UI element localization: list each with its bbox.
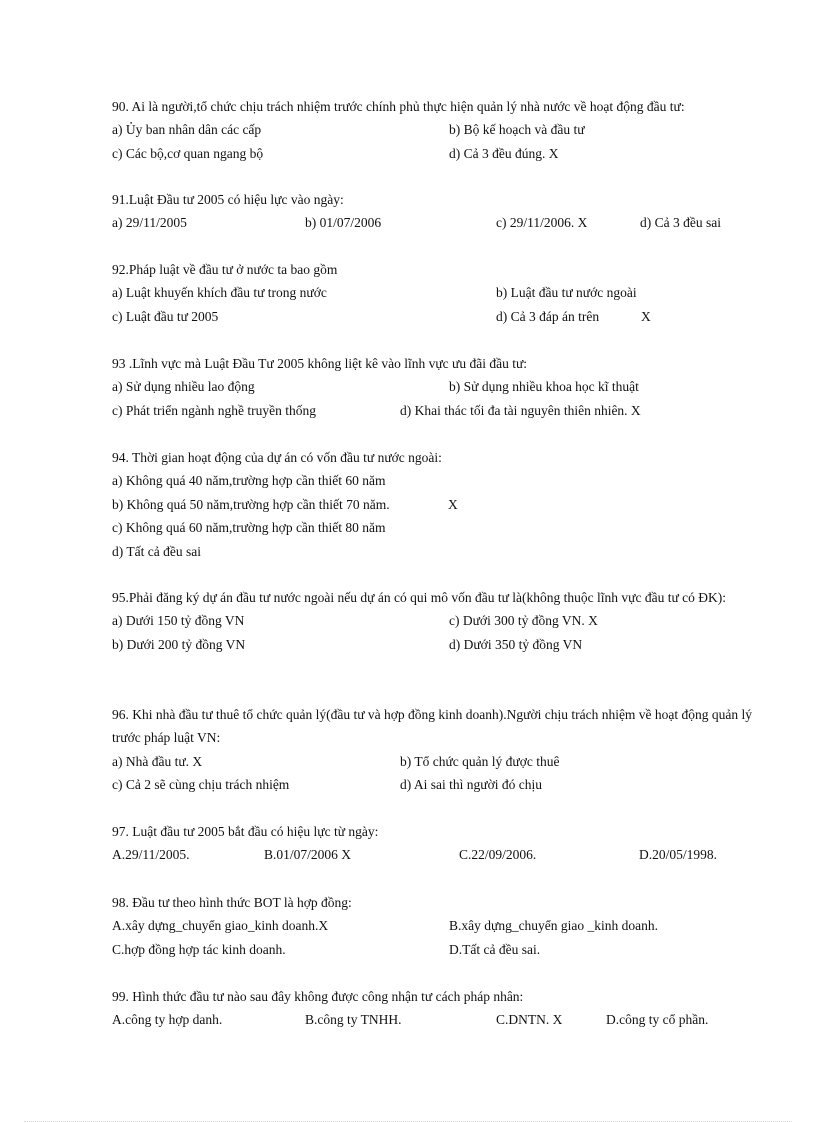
question-91 [112, 188, 782, 235]
question-stem: 96. Khi nhà đầu tư thuê tổ chức quản lý(đầu tư và hợp đồng kinh doanh).Người chịu trách nhiệm về hoạt động quản lý trước pháp luật VN: [112, 707, 753, 746]
option-d: d) Cả 3 đáp án trên [496, 308, 600, 324]
option-c: c) Cả 2 sẽ cùng chịu trách nhiệm [112, 777, 290, 793]
question-stem: 93 .Lĩnh vực mà Luật Đầu Tư 2005 không liệt kê vào lĩnh vực ưu đãi đầu tư: [112, 356, 528, 371]
question-94 [112, 446, 782, 563]
answer-mark: X [448, 496, 458, 512]
question-stem: 98. Đầu tư theo hình thức BOT là hợp đồng: [112, 895, 352, 910]
question-97 [112, 820, 782, 867]
question-93 [112, 352, 782, 422]
option-c: c) 29/11/2006. X [496, 215, 588, 231]
question-stem: 91.Luật Đầu tư 2005 có hiệu lực vào ngày: [112, 192, 344, 207]
option-a: a) Không quá 40 năm,trường hợp cần thiết 60 năm [112, 473, 386, 489]
option-a: a) Ủy ban nhân dân các cấp [112, 122, 262, 138]
option-a: A.công ty hợp danh. [112, 1012, 223, 1028]
question-stem: 95.Phải đăng ký dự án đầu tư nước ngoài nếu dự án có qui mô vốn đầu tư là(không thuộc lĩnh vực đầu tư có ĐK): [112, 590, 726, 605]
page-bottom-divider [24, 1121, 792, 1122]
option-d: d) Cả 3 đều sai [640, 215, 721, 231]
question-stem: 97. Luật đầu tư 2005 bắt đầu có hiệu lực từ ngày: [112, 824, 379, 839]
option-d: d) Dưới 350 tỷ đồng VN [449, 636, 583, 652]
option-c: c) Các bộ,cơ quan ngang bộ [112, 145, 264, 161]
option-a: A.xây dựng_chuyển giao_kinh doanh.X [112, 918, 329, 934]
question-stem: 90. Ai là người,tổ chức chịu trách nhiệm trước chính phủ thực hiện quản lý nhà nước về hoạt động đầu tư: [112, 99, 685, 114]
option-d: d) Cả 3 đều đúng. X [449, 145, 559, 161]
option-b: B.công ty TNHH. [305, 1012, 402, 1028]
option-c: c) Luật đầu tư 2005 [112, 308, 219, 324]
option-a: a) Nhà đầu tư. X [112, 753, 203, 769]
option-b: b) Luật đầu tư nước ngoài [496, 285, 637, 301]
question-stem: 99. Hình thức đầu tư nào sau đây không được công nhận tư cách pháp nhân: [112, 989, 524, 1004]
option-c: C.22/09/2006. [459, 847, 537, 863]
answer-mark: X [641, 308, 651, 324]
option-a: A.29/11/2005. [112, 847, 190, 863]
option-d: D.Tất cả đều sai. [449, 941, 541, 957]
question-stem: 92.Pháp luật về đầu tư ở nước ta bao gồm [112, 262, 338, 277]
question-90 [112, 95, 782, 165]
option-a: a) Sử dụng nhiều lao động [112, 379, 255, 395]
option-b: b) Sử dụng nhiều khoa học kĩ thuật [449, 379, 639, 395]
option-b: b) Bộ kế hoạch và đầu tư [449, 122, 585, 138]
question-95 [112, 586, 782, 656]
option-d: d) Khai thác tối đa tài nguyên thiên nhiên. X [400, 402, 641, 418]
option-b: b) 01/07/2006 [305, 215, 382, 231]
question-96 [112, 703, 782, 797]
option-d: D.20/05/1998. [639, 847, 718, 863]
question-99 [112, 985, 782, 1032]
option-a: a) Dưới 150 tỷ đồng VN [112, 613, 245, 629]
option-a: a) Luật khuyến khích đầu tư trong nước [112, 285, 327, 301]
option-b: b) Tổ chức quản lý được thuê [400, 753, 560, 769]
option-b: B.01/07/2006 X [264, 847, 352, 863]
option-c: C.DNTN. X [496, 1012, 563, 1028]
option-c: c) Phát triển ngành nghề truyền thống [112, 402, 316, 418]
option-c: c) Dưới 300 tỷ đồng VN. X [449, 613, 598, 629]
option-c: C.hợp đồng hợp tác kinh doanh. [112, 941, 286, 957]
question-98 [112, 891, 782, 961]
option-b: B.xây dựng_chuyển giao _kinh doanh. [449, 918, 659, 934]
option-d: d) Ai sai thì người đó chịu [400, 777, 542, 793]
option-d: d) Tất cả đều sai [112, 543, 201, 559]
option-b: b) Không quá 50 năm,trường hợp cần thiết 70 năm. [112, 496, 390, 512]
option-a: a) 29/11/2005 [112, 215, 187, 231]
option-c: c) Không quá 60 năm,trường hợp cần thiết 80 năm [112, 520, 386, 536]
option-d: D.công ty cổ phần. [606, 1012, 709, 1028]
question-92 [112, 258, 782, 328]
question-stem: 94. Thời gian hoạt động của dự án có vốn đầu tư nước ngoài: [112, 450, 442, 465]
option-b: b) Dưới 200 tỷ đồng VN [112, 636, 246, 652]
